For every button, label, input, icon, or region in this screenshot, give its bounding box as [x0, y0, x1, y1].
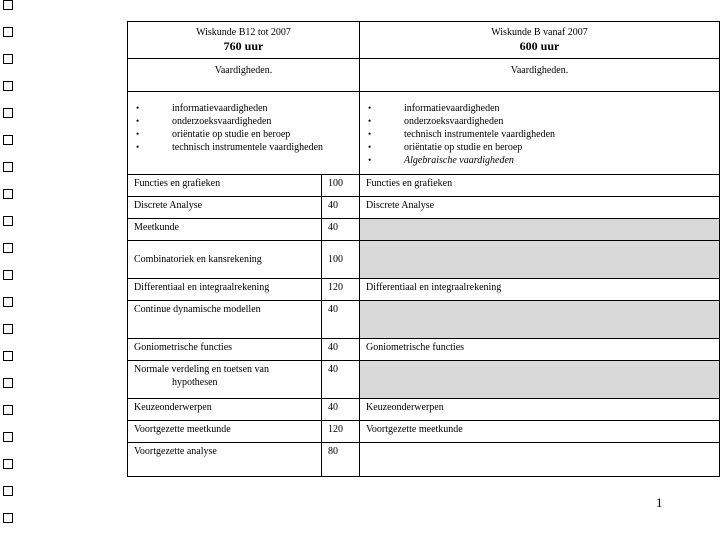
old-subject: Meetkunde [128, 219, 322, 241]
old-subject: Discrete Analyse [128, 197, 322, 219]
table-row [128, 197, 720, 219]
list-item: • informatievaardigheden [366, 102, 713, 115]
list-item: • technisch instrumentele vaardigheden [134, 141, 353, 154]
list-item: • onderzoeksvaardigheden [366, 115, 713, 128]
table-row [128, 279, 720, 301]
hours: 40 [322, 399, 360, 421]
list-item: • informatievaardigheden [134, 102, 353, 115]
old-subject: Voortgezette meetkunde [128, 421, 322, 443]
new-subject-empty [360, 219, 720, 241]
hours: 40 [322, 339, 360, 361]
old-skills-list [134, 102, 353, 154]
hours: 120 [322, 421, 360, 443]
hours: 40 [322, 219, 360, 241]
header-row [128, 22, 720, 59]
page-number: 1 [656, 495, 663, 510]
new-curriculum-hours: 600 uur [519, 39, 560, 53]
old-subject: Differentiaal en integraalrekening [128, 279, 322, 301]
hours: 100 [322, 175, 360, 197]
hours: 40 [322, 301, 360, 339]
old-subject: Continue dynamische modellen [128, 301, 322, 339]
table-row [128, 399, 720, 421]
new-subject [360, 443, 720, 477]
old-skills-cell [128, 92, 360, 175]
new-subject: Voortgezette meetkunde [360, 421, 720, 443]
table-row [128, 443, 720, 477]
hours: 100 [322, 241, 360, 279]
skills-heading-row [128, 59, 720, 92]
old-subject-line2: hypothesen [172, 377, 218, 388]
new-subject-empty [360, 361, 720, 399]
old-subject-line1: Normale verdeling en toetsen van [134, 364, 269, 375]
table-row [128, 361, 720, 399]
new-curriculum-title: Wiskunde B vanaf 2007 [491, 27, 588, 38]
new-subject-empty [360, 241, 720, 279]
old-curriculum-title: Wiskunde B12 tot 2007 [196, 27, 291, 38]
list-item: • oriëntatie op studie en beroep [134, 128, 353, 141]
skills-row [128, 92, 720, 175]
old-subject: Voortgezette analyse [128, 443, 322, 477]
old-subject: Functies en grafieken [128, 175, 322, 197]
new-skills-cell [360, 92, 720, 175]
table-row [128, 219, 720, 241]
new-subject: Keuzeonderwerpen [360, 399, 720, 421]
new-subject: Goniometrische functies [360, 339, 720, 361]
old-subject [128, 361, 322, 399]
table-row [128, 301, 720, 339]
hours: 40 [322, 197, 360, 219]
new-skills-heading: Vaardigheden. [360, 59, 720, 92]
hours: 80 [322, 443, 360, 477]
new-skills-list [366, 102, 713, 167]
old-subject: Combinatoriek en kansrekening [128, 241, 322, 279]
list-item: • technisch instrumentele vaardigheden [366, 128, 713, 141]
old-skills-heading: Vaardigheden. [128, 59, 360, 92]
new-subject: Discrete Analyse [360, 197, 720, 219]
comparison-table [127, 21, 720, 477]
old-subject: Goniometrische functies [128, 339, 322, 361]
list-item: • oriëntatie op studie en beroep [366, 141, 713, 154]
old-curriculum-hours: 760 uur [223, 39, 264, 53]
hours: 40 [322, 361, 360, 399]
list-item: • onderzoeksvaardigheden [134, 115, 353, 128]
table-row [128, 175, 720, 197]
new-subject: Differentiaal en integraalrekening [360, 279, 720, 301]
table-row [128, 241, 720, 279]
hours: 120 [322, 279, 360, 301]
list-item: • Algebraische vaardigheden [366, 154, 713, 167]
table-row [128, 421, 720, 443]
table-row [128, 339, 720, 361]
old-curriculum-header [128, 22, 360, 59]
new-subject-empty [360, 301, 720, 339]
new-subject: Functies en grafieken [360, 175, 720, 197]
new-curriculum-header [360, 22, 720, 59]
old-subject: Keuzeonderwerpen [128, 399, 322, 421]
